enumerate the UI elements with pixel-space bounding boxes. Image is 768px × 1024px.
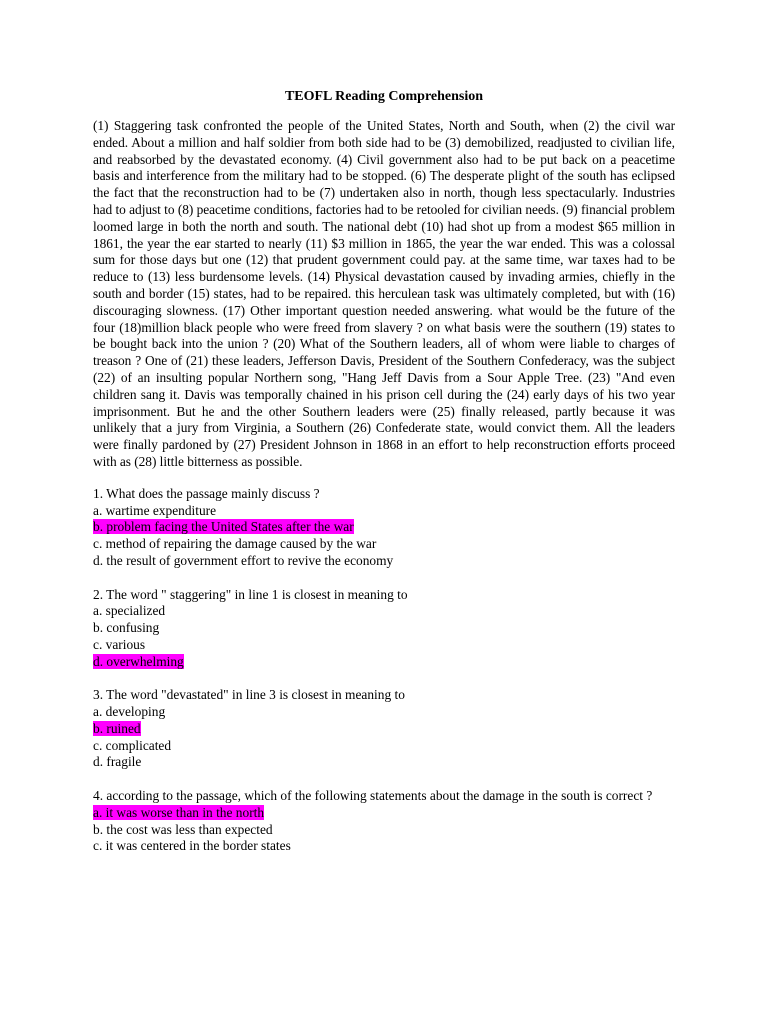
- answer-option: [93, 536, 675, 553]
- answer-option: [93, 654, 675, 671]
- answer-option-text: b. confusing: [93, 620, 160, 636]
- answer-option-text: a. it was worse than in the north: [93, 804, 265, 820]
- answer-option: [93, 721, 675, 738]
- answer-option-text: c. various: [93, 636, 146, 652]
- answer-option: [93, 553, 675, 570]
- question-1: [93, 486, 675, 570]
- answer-option: [93, 738, 675, 755]
- answer-option: [93, 754, 675, 771]
- answer-option: [93, 603, 675, 620]
- question-text: 3. The word "devastated" in line 3 is closest in meaning to: [93, 687, 405, 703]
- answer-option: [93, 805, 675, 822]
- question-text: 4. according to the passage, which of the following statements about the damage in the south is correct ?: [93, 788, 653, 804]
- question-text: 1. What does the passage mainly discuss ?: [93, 485, 320, 501]
- answer-option-text: d. overwhelming: [93, 653, 184, 669]
- question-4: [93, 788, 675, 855]
- answer-option: [93, 822, 675, 839]
- answer-option: [93, 637, 675, 654]
- answer-option-text: b. problem facing the United States after the war: [93, 519, 354, 535]
- answer-option-text: b. the cost was less than expected: [93, 821, 273, 837]
- answer-option-text: c. method of repairing the damage caused by the war: [93, 536, 377, 552]
- answer-option-text: a. developing: [93, 704, 166, 720]
- answer-option: [93, 620, 675, 637]
- answer-option-text: a. wartime expenditure: [93, 502, 217, 518]
- question-3: [93, 687, 675, 771]
- question-2: [93, 587, 675, 671]
- answer-option-text: c. complicated: [93, 737, 172, 753]
- answer-option: [93, 519, 675, 536]
- reading-passage: (1) Staggering task confronted the people of the United States, North and South, when (2) the civil war ended. About a million and half soldier from both side had to be (3) demobilized, readjusted to civilian life, and reabsorbed by the devastated economy. (4) Civil government also had to be put back on a peacetime basis and interference from the military had to be stopped. (6) The desperate plight of the south has eclipsed the fact that the reconstruction had to be (7) undertaken also in north, though less spectacularly. Industries had to adjust to (8) peacetime conditions, factories had to be retooled for civilian needs. (9) financial problem loomed large in both the north and south. The national debt (10) had shot up from a modest $65 million in 1861, the year the ear started to nearly (11) $3 million in 1865, the year the war ended. This was a colossal sum for those days but one (12) that prudent government could pay. at the same time, war taxes had to be reduce to (13) less burdensome levels. (14) Physical devastation caused by invading armies, chiefly in the south and border (15) states, had to be repaired. this herculean task was ultimately completed, but with (16) discouraging slowness. (17) Other important question needed answering. what would be the future of the four (18)million black people who were freed from slavery ? on what basis were the southern (19) states to be bought back into the union ? (20) What of the Southern leaders, all of whom were liable to charges of treason ? One of (21) these leaders, Jefferson Davis, President of the Southern Confederacy, was the subject (22) of an insulting popular Northern song, "Hang Jeff Davis from a Sour Apple Tree. (23) "And even children sang it. Davis was temporally chained in his prison cell during the (24) early days of his two year imprisonment. But he and the other Southern leaders were (25) finally released, partly because it was unlikely that a jury from Virginia, a Southern (26) Confederate state, would convict them. All the leaders were finally pardoned by (27) President Johnson in 1868 in an effort to help reconstruction efforts proceed with as (28) little bitterness as possible.: [93, 118, 675, 469]
- answer-option-text: c. it was centered in the border states: [93, 838, 291, 854]
- answer-option-text: a. specialized: [93, 603, 166, 619]
- answer-option: [93, 503, 675, 520]
- question-text: 2. The word " staggering" in line 1 is closest in meaning to: [93, 586, 408, 602]
- document-page: [93, 88, 675, 872]
- document-title: TEOFL Reading Comprehension: [284, 89, 484, 104]
- answer-option: [93, 704, 675, 721]
- answer-option-text: d. fragile: [93, 754, 142, 770]
- answer-option-text: b. ruined: [93, 720, 141, 736]
- answer-option: [93, 838, 675, 855]
- answer-option-text: d. the result of government effort to revive the economy: [93, 552, 394, 568]
